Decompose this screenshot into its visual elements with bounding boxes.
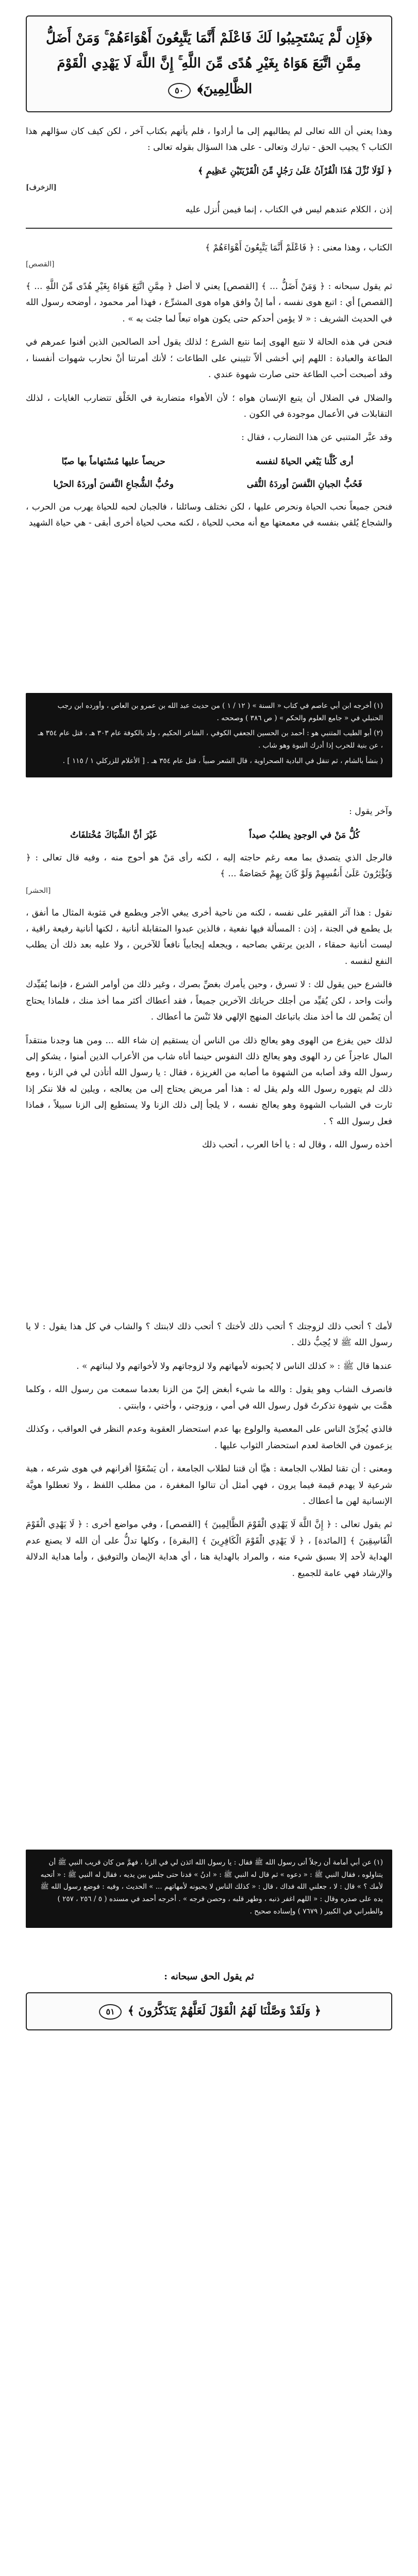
paragraph: إذن ، الكلام عندهم ليس في الكتاب ، إنما فيمن أُنزل عليه — [185, 205, 392, 215]
footnotes-box — [26, 693, 392, 777]
surah-reference: [الحشر] — [26, 886, 51, 895]
ayah-number: ٥١ — [99, 2004, 122, 2020]
paragraph: الكتاب ، وهذا معنى : ﴿ فَاعْلَمْ أَنَّمَا يَتَّبِعُونَ أَهْوَاءَهُمْ ﴾ [القصص] — [26, 240, 392, 272]
commentary-section-2 — [26, 804, 392, 1161]
footnote: ( بنشأ بالشام ، ثم تنقل في البادية الصحراوية ، قال الشعر صبياً ، قتل عام ٣٥٤ هـ . [ الأعلام للزركلي ١ / ١١٥ ] . — [62, 756, 383, 765]
divider — [26, 228, 392, 229]
paragraph: فنحن جميعاً نحب الحياة ونحرص عليها ، لكن نختلف وسائلنا ، فالجبان لحبه للحياة يهرب من الحرب ، والشجاع يُلقي بنفسه في معمعتها مع أنه محب للحياة ، لكنه محب لحياة أخرى أبقى - هي حياة الشهيد — [26, 501, 392, 528]
commentary-section-3 — [26, 1319, 392, 1589]
paragraph: أخذه رسول الله ، وقال له : يا أخا العرب ، أتحب ذلك — [202, 1140, 392, 1150]
verse-banner — [26, 15, 392, 112]
paragraph: وهذا يعني أن الله تعالى لم يطالبهم إلى ما أرادوا ، فلم يأتهم بكتاب آخر ، لكن كيف كان سؤالهم هذا الكتاب ؟ يجيب الحق - تبارك وتعالى - على هذا السؤال بقوله تعالى : — [26, 126, 392, 153]
paragraph: نقول : هذا آثر الفقير على نفسه ، لكنه من ناحية أخرى يبغي الأجر ويطمع في مَثوبة المثال ما أنفق ، بل يطمع في الجنة ، إذن : المسألة فيها نفعية ، فالذين عبدوا المتقابلة أنانية ، لكنها أنانية رفيعة راقية ، ليست أنانية حمقاء ، الدين يرتقي بصاحبه ، ويجعله إيجابياً نافعاً للآخرين ، ولا عليه بعد ذلك أن يطلب النفع لنفسه . — [26, 907, 392, 967]
paragraph: ثم يقول الحق سبحانه : — [164, 1971, 254, 1982]
ayah-number: ٥٠ — [168, 83, 191, 98]
paragraph: لأمك ؟ أتحب ذلك لزوجتك ؟ أتحب ذلك لأختك ؟ أتحب ذلك لابنتك ؟ والشاب في كل هذا يقول : لا يا رسول الله ﷺ لا يُحِبُّ ذلك . — [26, 1321, 392, 1348]
paragraph: فالشرع حين يقول لك : لا تسرق ، وحين يأمرك بغضِّ بصرك ، وغير ذلك من أوامر الشرع ، فإنما يُقيِّدك وأنت واحد ، لكن يُقيِّد من أجلك حرياتك الآخرين جميعاً ، فقد أعطاك أكثر مما أخذ منك ، فلماذا يحتاج أن يَضْمن لك ما أخذ منك باتباعك المنهج الإلهي فلا تَنْسَ ما أعطاك . — [26, 979, 392, 1023]
paragraph: والضلال في الضلال أن يتبع الإنسان هواه ؛ لأن الأهواء متضاربة في الخَلْق تتضارب الغايات ، لذلك التقابلات في الأعمال موجودة في الكون . — [26, 393, 392, 420]
footnotes-box — [26, 1850, 392, 1928]
commentary-section-1 — [26, 124, 392, 538]
paragraph: فالذي يُجرِّئ الناس على المعصية والولوع بها عدم استحضار العقوبة وعدم النظر في العواقب ، وكذلك يزعمون في الخاصة لعدم استحضار الثواب عليها . — [26, 1424, 392, 1451]
paragraph: ثم يقول سبحانه : ﴿ وَمَنْ أَضَلُّ ... ﴾ [القصص] يعني لا أضل ﴿ مِمَّنِ اتَّبَعَ هَوَاهُ بِغَيْرِ هُدًى مِّنَ اللَّهِ ... ﴾ [القصص] أي : اتبع هوى نفسه ، أما إنْ وافق هواه هوى المشرِّع ، فهذا أمر محمود ، أوضحه رسول الله في الحديث الشريف : « لا يؤمن أحدكم حتى يكون هواه تبعاً لما جئت به » . — [26, 281, 392, 324]
paragraph: عندها قال ﷺ : « كذلك الناس لا يُحبونه لأمهاتهم ولا لزوجاتهم ولا لأخواتهم ولا لبناتهم » . — [76, 1361, 392, 1371]
paragraph: لذلك حين يفزع من الهوى وهو يعالج ذلك من الناس أن يستقيم إن شاء الله ... ومن هنا وجدنا منتقداً المال عاجزاً عن رد الهوى وهو يعالج ذلك النفوس حينما أتاه شاب من الأعراب الذين أمنوا ، يشكو إلى رسول الله وقد أصابه من الشهوة ما أصابه من الغريزة ، فقال : يا رسول الله أتأذن لي في الزنا ، ومع ذلك لم يتهوره رسول الله ولم يقل له : هذا أمر مريض يحتاج إلى من يعالجه ، ويلين له فلا ننكر إذا ثارت في الشباب الشهوة وهو يعالج نفسه ، لا يلجأ إلى ذلك الزنا ولا يستطيع إلى الزنا سبيلاً ، فماذا فعل رسول الله ؟ . — [26, 1035, 392, 1127]
paragraph: فانصرف الشاب وهو يقول : والله ما شيء أبغض إليّ من الزنا بعدما سمعت من رسول الله ، وكلما همَّت بي شهوة تذكرتُ قول رسول الله في أمي ، وزوجتي ، وأختي ، وابنتي . — [26, 1384, 392, 1411]
paragraph: ثم يقول تعالى : ﴿ إِنَّ اللَّهَ لَا يَهْدِي الْقَوْمَ الظَّالِمِينَ ﴾ [القصص] ، وفي مواضع أخرى : ﴿ لَا يَهْدِي الْقَوْمَ الْفَاسِقِينَ ﴾ [المائدة] ، ﴿ لَا يَهْدِي الْقَوْمَ الْكَافِرِينَ ﴾ [البقرة] ، وكلها تدلُّ على أن الله لا يصنع عدم الهداية لأحد إلا بسبق شيء منه ، والمراد بالهداية هنا ، أي هداية الإيمان والتوفيق ، وأما هداية الدلالة والإرشاد فهي عامة للجميع . — [26, 1519, 392, 1579]
footnote: (١) أخرجه ابن أبي عاصم في كتاب « السنة » ( ١٢ / ١ ) من حديث عبد الله بن عمرو بن العاص ، وأورده ابن رجب الحنبلي في « جامع العلوم والحكم » ( ص ٣٨٦ ) وصححه . — [57, 702, 383, 722]
footnote: (٢) أبو الطيب المتنبي هو : أحمد بن الحسين الجعفي الكوفي ، الشاعر الحكيم ، ولد بالكوفة عام ٣٠٣ هـ ، قتل عام ٣٥٤ هـ ، عن بنية للحرب إذا أدرك النبوة وهو شاب . — [38, 729, 383, 750]
commentary-section-4 — [26, 1968, 392, 2030]
poem-hemistich: كُلُّ مَنْ في الوجودِ يطلبُ صيداً — [249, 830, 360, 841]
footnote: (١) عن أبي أمامة أن رجلاً أتى رسول الله ﷺ فقال : يا رسول الله ائذن لي في الزنا ، فهمَّ من كان قريب النبي ﷺ أن يتناولوه ، فقال النبي ﷺ : « دعوه » ثم قال له النبي ﷺ : « ادنُ » فدنا حتى جلس بين يديه ، فقال له النبي ﷺ : « أتحبه لأمك ؟ » قال : لا ، جعلني الله فداك ، قال : « كذلك الناس لا يحبونه لأمهاتهم ... » الحديث ، وفيه : فوضع رسول الله ﷺ يده على صدره وقال : « اللهم اغفر ذنبه ، وطهر قلبه ، وحصن فرجه » . أخرجه أحمد في مسنده ( ٥ / ٢٥٦ ، ٢٥٧ ) والطبراني في الكبير ( ٧٦٧٩ ) وإسناده صحيح . — [40, 1858, 383, 1916]
surah-reference: [القصص] — [26, 260, 55, 269]
paragraph: فنحن في هذه الحالة لا نتبع الهوى إنما نتبع الشرع ؛ لذلك يقول أحد الصالحين الذين أفنوا عمرهم في الطاعة والعبادة : اللهم إني أخشى ألاّ تثيبني على الطاعات ؛ لأنك أمرتنا أنْ نحارب شهوات أنفسنا ، وقد أصبحت أحب الطاعة حتى صارت شهوة عندي . — [26, 337, 392, 380]
paragraph: فالرجل الذي يتصدق بما معه رغم حاجته إليه ، لكنه رأى مَنْ هو أحوج منه ، وفيه قال تعالى : ﴿ وَيُؤْثِرُونَ عَلَىٰ أَنفُسِهِمْ وَلَوْ كَانَ بِهِمْ خَصَاصَةٌ ... ﴾ [الحشر] — [26, 850, 392, 898]
surah-reference: [الزخرف] — [26, 183, 57, 192]
poem-hemistich: أرى كُلَّنا يَبْغي الحياةَ لنفسه — [256, 456, 354, 467]
quran-quote: ﴿ لَوْلَا نُزِّلَ هَٰذَا الْقُرْآنُ عَلَىٰ رَجُلٍ مِّنَ الْقَرْيَتَيْنِ عَظِيمٍ ﴾ [الزخرف] — [26, 163, 392, 195]
paragraph: ومعنى : أن تقنا لطلاب الجامعة : هيَّا أن قتنا لطلاب الجامعة ، أن يَسْعَوْا أقرانهم في هوى شرعه ، هبة شرعية لا يهدم قيمة فيما يرون ، فهي أمثل أن تنالوا المغفرة ، من مطلب اللفظ ، ولا تعطلوا هويَّة الإنسانية لهن ما أعطاك . — [26, 1464, 392, 1506]
poem-verse — [26, 827, 392, 843]
paragraph: وآخر يقول : — [349, 806, 392, 817]
verse-banner — [26, 1992, 392, 2030]
verse-text: ﴿فَإِن لَّمْ يَسْتَجِيبُوا لَكَ فَاعْلَمْ أَنَّمَا يَتَّبِعُونَ أَهْوَاءَهُمْ ۚ وَمَنْ أَضَلُّ مِمَّنِ اتَّبَعَ هَوَاهُ بِغَيْرِ هُدًى مِّنَ اللَّهِ ۚ إِنَّ اللَّهَ لَا يَهْدِي الْقَوْمَ الظَّالِمِينَ﴾ — [46, 30, 372, 97]
paragraph: وقد عبَّر المتنبي عن هذا التضارب ، فقال : — [241, 432, 392, 443]
poem-hemistich: غَيْرَ أنَّ الشِّبَاكَ مُخْتلفَاتُ — [70, 830, 157, 841]
poem-hemistich: وحُبُّ الشُّجاعِ النَّفسَ أوردَهُ الحرْبا — [53, 479, 174, 490]
verse-text: ﴿ وَلَقَدْ وَصَّلْنَا لَهُمُ الْقَوْلَ لَعَلَّهُمْ يَتَذَكَّرُونَ ﴾ — [127, 2004, 321, 2018]
poem-verse — [26, 453, 392, 470]
poem-hemistich: فَحُبُّ الجبانِ النَّفسَ أوردَهُ التُّقى — [246, 479, 362, 490]
poem-verse — [26, 476, 392, 493]
poem-hemistich: حريصاً عليها مُسْتهاماً بها صبّا — [61, 456, 165, 467]
